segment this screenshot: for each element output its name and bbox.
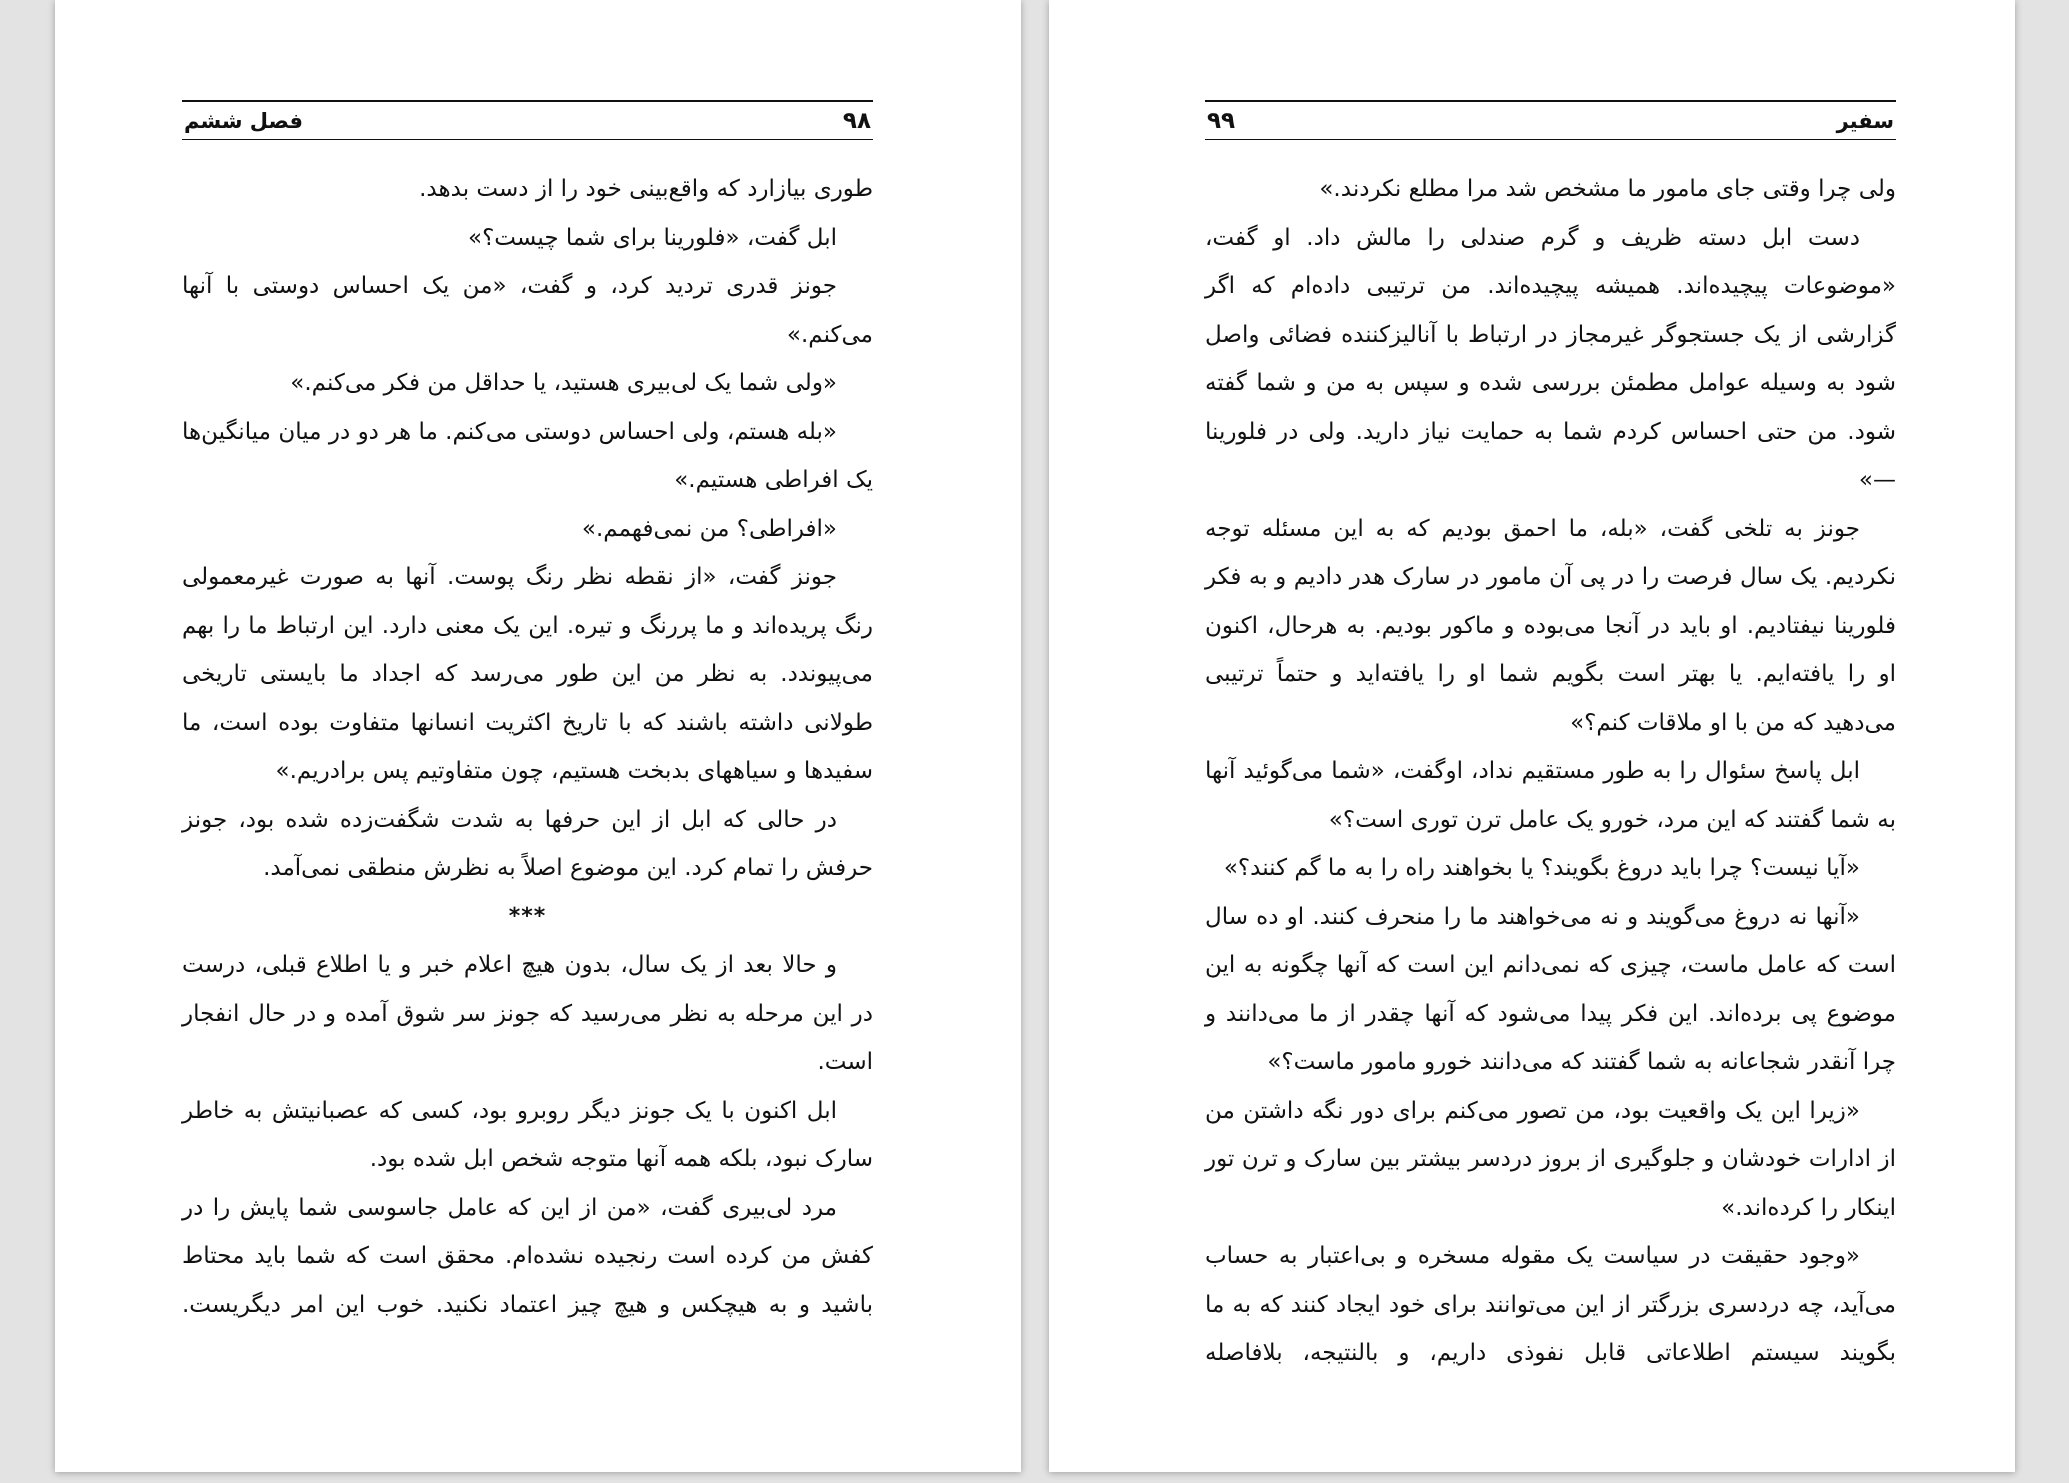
- paragraph: «افراطی؟ من نمی‌فهمم.»: [581, 515, 837, 542]
- paragraph: جونز گفت، «از نقطه نظر رنگ پوست. آنها به صورت غیرمعمولی رنگ پریده‌اند و ما پررنگ و تیره. این یک معنی دارد. این ارتباط ما را بهم می‌پیوندد. به نظر من این طور می‌رسد که اجداد ما بایستی تاریخی طولانی داشته باشند که با تاریخ اکثریت انسانها متفاوت بوده است، ما سفیدها و سیاههای بدبخت هستیم، چون متفاوتیم پس برادریم.»: [182, 564, 873, 784]
- paragraph: «بله هستم، ولی احساس دوستی می‌کنم. ما هر دو در میان میانگین‌ها یک افراطی هستیم.»: [182, 418, 873, 493]
- paragraph: مرد لی‌بیری گفت، «من از این که عامل جاسوسی شما پایش را در کفش من کرده است رنجیده نشده‌ام. محقق است که شما باید محتاط باشید و به هیچکس و هیچ چیز اعتماد نکنید. خوب این امر دیگریست.: [182, 1194, 873, 1318]
- running-title: فصل ششم: [184, 108, 303, 133]
- paragraph: ولی چرا وقتی جای مامور ما مشخص شد مرا مطلع نکردند.»: [1319, 176, 1896, 202]
- paragraph: و حالا بعد از یک سال، بدون هیچ اعلام خبر و یا اطلاع قبلی، درست در این مرحله به نظر می‌رسید که جونز سر شوق آمده و در حال انفجار است.: [182, 952, 873, 1075]
- paragraph: «ولی شما یک لی‌بیری هستید، یا حداقل من فکر می‌کنم.»: [290, 370, 837, 396]
- paragraph: ابل پاسخ سئوال را به طور مستقیم نداد، اوگفت، «شما می‌گوئید آنها به شما گفتند که این مرد، خورو یک عامل ترن توری است؟»: [1205, 758, 1896, 833]
- paragraph: «زیرا این یک واقعیت بود، من تصور می‌کنم برای دور نگه داشتن من از ادارات خودشان و جلوگیری از بروز دردسر بیشتر بین سارک و ترن تور اینکار را کرده‌اند.»: [1205, 1097, 1896, 1221]
- page-header: [1205, 100, 1896, 140]
- paragraph: «آنها نه دروغ می‌گویند و نه می‌خواهند ما را منحرف کنند. او ده سال است که عامل ماست، چیزی که نمی‌دانم این است که آنها چگونه به این موضوع پی برده‌اند. این فکر پیدا می‌شود که آنها چقدر از ما می‌دانند و چرا آنقدر شجاعانه به شما گفتند که می‌دانند خورو مامور ماست؟»: [1205, 903, 1896, 1075]
- page-number: ۹۸: [842, 107, 871, 134]
- paragraph: «وجود حقیقت در سیاست یک مقوله مسخره و بی‌اعتبار به حساب می‌آید، چه دردسری بزرگتر از این می‌توانند برای خود ایجاد کنند که به ما بگویند سیستم اطلاعاتی قابل نفوذی داریم، و بالنتیجه، بلافاصله: [1205, 1243, 1896, 1366]
- paragraph: ابل اکنون با یک جونز دیگر روبرو بود، کسی که عصبانیتش به خاطر سارک نبود، بلکه همه آنها متوجه شخص ابل شده بود.: [182, 1097, 873, 1172]
- paragraph: در حالی که ابل از این حرفها به شدت شگفت‌زده شده بود، جونز حرفش را تمام کرد. این موضوع اصلاً به نظرش منطقی نمی‌آمد.: [182, 806, 873, 881]
- paragraph: «آیا نیست؟ چرا باید دروغ بگویند؟ یا بخواهند راه را به ما گم کنند؟»: [1223, 855, 1860, 881]
- running-title: سفیر: [1836, 108, 1894, 133]
- paragraph: ابل گفت، «فلورینا برای شما چیست؟»: [468, 224, 837, 251]
- section-separator: ***: [508, 903, 547, 929]
- page-body-text: [1205, 165, 1896, 1378]
- right-page: [1049, 0, 2015, 1472]
- page-header: [182, 100, 873, 140]
- paragraph: طوری بیازارد که واقع‌بینی خود را از دست بدهد.: [419, 176, 873, 202]
- paragraph: جونز قدری تردید کرد، و گفت، «من یک احساس دوستی با آنها می‌کنم.»: [182, 273, 873, 348]
- page-number: ۹۹: [1207, 107, 1236, 134]
- paragraph: دست ابل دسته ظریف و گرم صندلی را مالش داد. او گفت، «موضوعات پیچیده‌اند. همیشه پیچیده‌اند. من ترتیبی داده‌ام که اگر گزارشی از یک جستجوگر غیرمجاز در ارتباط با آنالیزکننده فضائی واصل شود به وسیله عوامل مطمئن بررسی شده و سپس به من و شما گفته شود. من حتی احساس کردم شما به حمایت نیاز دارید. ولی در فلورینا—»: [1205, 224, 1896, 493]
- page-body-text: [182, 165, 873, 1329]
- paragraph: جونز به تلخی گفت، «بله، ما احمق بودیم که به این مسئله توجه نکردیم. یک سال فرصت را در پی آن مامور در سارک هدر دادیم و به فکر فلورینا نیفتادیم. او باید در آنجا می‌بوده و ماکور بودیم. به هرحال، اکنون او را یافته‌ایم. یا بهتر است بگویم شما او را یافته‌اید و حتماً ترتیبی می‌دهید که من با او ملاقات کنم؟»: [1205, 515, 1896, 736]
- left-page: [55, 0, 1021, 1472]
